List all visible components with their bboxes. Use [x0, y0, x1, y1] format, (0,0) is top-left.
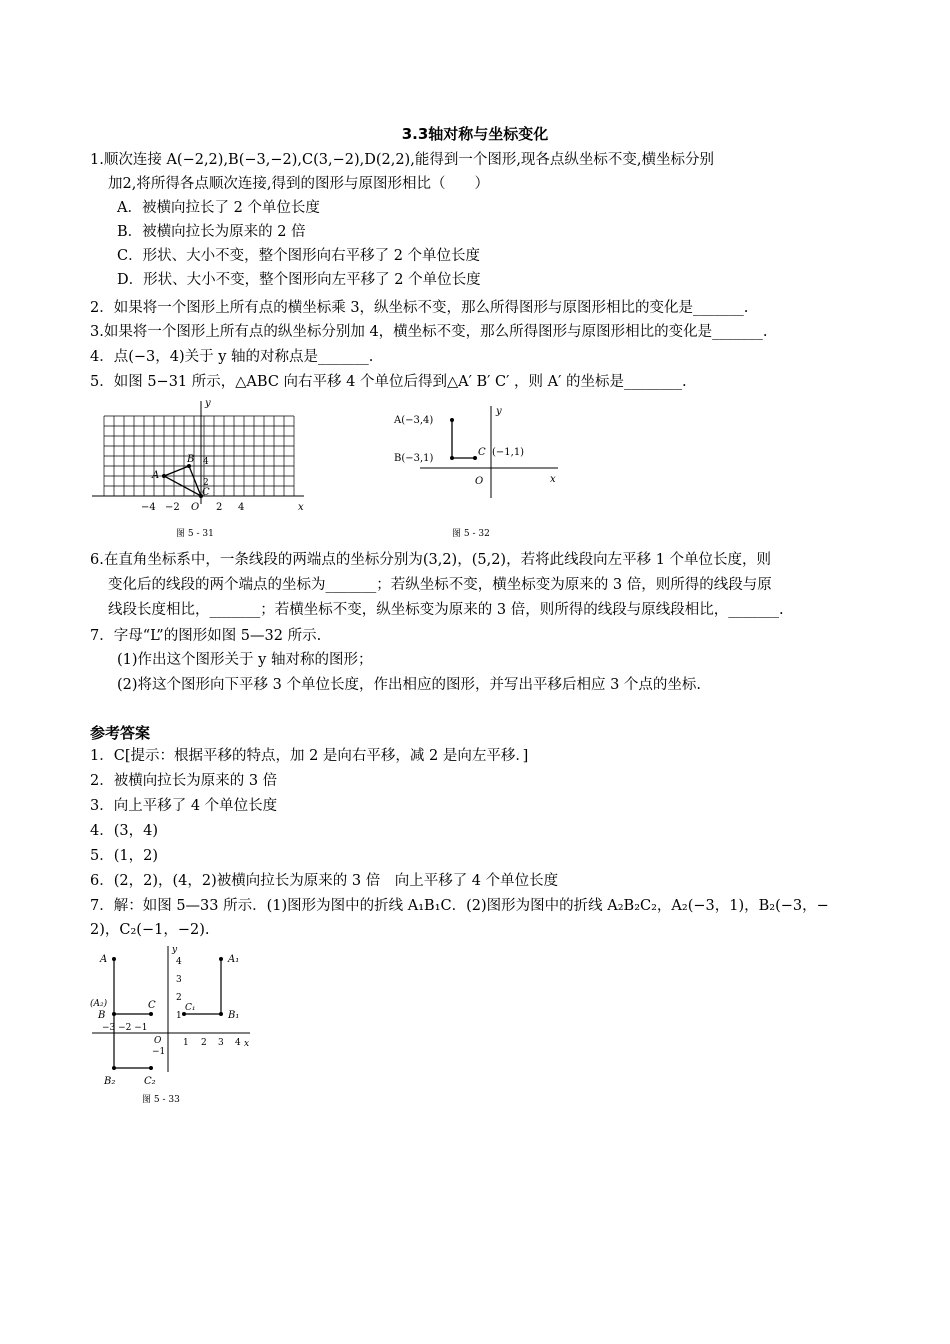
y-axis-label: y [205, 398, 211, 409]
x-tick-label: −4 [141, 502, 156, 513]
question-2: 2．如果将一个图形上所有点的横坐标乘 3，纵坐标不变，那么所得图形与原图形相比的变化是_______. [90, 300, 749, 316]
letter-l-shape [452, 420, 475, 458]
label-b1: B₁ [228, 1010, 240, 1021]
answer-1: 1．C[提示：根据平移的特点，加 2 是向右平移，减 2 是向左平移．] [90, 748, 529, 764]
point-a1 [219, 957, 223, 961]
x-tick-label: −2 [165, 502, 180, 513]
question-7-line-2: (1)作出这个图形关于 y 轴对称的图形； [117, 652, 373, 668]
answer-5: 5．(1，2) [90, 848, 158, 864]
question-1-line-2: 加2,将所得各点顺次连接,得到的图形与原图形相比（ ） [108, 176, 489, 192]
y-axis-label: y [496, 406, 502, 417]
question-7-line-1: 7．字母“L”的图形如图 5—32 所示. [90, 628, 322, 644]
label-a2: (A₂) [90, 999, 108, 1009]
page-title: 3.3轴对称与坐标变化 [401, 125, 549, 143]
y-tick-label: 3 [176, 975, 182, 985]
answer-3: 3．向上平移了 4 个单位长度 [90, 798, 278, 814]
answer-2: 2．被横向拉长为原来的 3 倍 [90, 773, 278, 789]
x-tick-label: 2 [216, 502, 223, 513]
label-b2: B₂ [104, 1076, 116, 1087]
answer-7-line-1: 7．解：如图 5—33 所示．(1)图形为图中的折线 A₁B₁C．(2)图形为图中的折线 A₂B₂C₂，A₂(−3，1)，B₂(−3，− [90, 898, 829, 914]
point-c [473, 456, 477, 460]
question-1-option-c: C．形状、大小不变，整个图形向右平移了 2 个单位长度 [117, 248, 481, 264]
figure-5-33 [88, 942, 268, 1107]
origin-label: O [475, 476, 484, 487]
point-a [450, 418, 454, 422]
figure-5-32 [390, 400, 570, 546]
figure-5-31 [88, 396, 318, 546]
label-b: B(−3,1) [394, 453, 434, 464]
origin-label: O [191, 502, 200, 513]
x-tick-labels-negative: −3 −2 −1 [102, 1023, 148, 1033]
question-6-line-2: 变化后的线段的两个端点的坐标为_______；若纵坐标不变，横坐标变为原来的 3 倍，则所得的线段与原 [108, 577, 772, 593]
question-1-option-d: D．形状、大小不变，整个图形向左平移了 2 个单位长度 [117, 272, 481, 288]
question-6-line-1: 6.在直角坐标系中，一条线段的两端点的坐标分别为(3,2)，(5,2)，若将此线段向左平移 1 个单位长度，则 [90, 552, 772, 568]
triangle-abc [164, 466, 201, 496]
point-c2 [149, 1066, 153, 1070]
question-1-option-a: A．被横向拉长了 2 个单位长度 [117, 200, 320, 216]
point-b2 [112, 1066, 116, 1070]
label-b: B [98, 1010, 106, 1021]
y-tick-label: 2 [203, 478, 209, 488]
x-axis-label: x [298, 502, 304, 513]
label-c: C [478, 447, 486, 458]
x-tick-label: 1 [183, 1038, 189, 1048]
answer-7-line-2: 2)，C₂(−1，−2). [90, 922, 210, 938]
answer-4: 4．(3，4) [90, 823, 158, 839]
answers-heading: 参考答案 [90, 724, 151, 742]
point-b [450, 456, 454, 460]
point-a [112, 957, 116, 961]
question-6-line-3: 线段长度相比，_______；若横坐标不变，纵坐标变为原来的 3 倍，则所得的线段与原线段相比，_______. [108, 602, 784, 618]
grid-lines [104, 416, 294, 496]
label-c2: C₂ [144, 1076, 156, 1087]
figure-caption: 图 5 - 32 [452, 529, 490, 539]
point-c [149, 1012, 153, 1016]
label-a1: A₁ [228, 954, 240, 965]
label-a: A [100, 954, 108, 965]
x-tick-label: 4 [238, 502, 245, 513]
question-1-line-1: 1.顺次连接 A(−2,2),B(−3,−2),C(3,−2),D(2,2),能得到一个图形,现各点纵坐标不变,横坐标分别 [90, 152, 715, 168]
label-c1: C₁ [185, 1003, 196, 1013]
x-axis-label: x [244, 1039, 250, 1049]
x-tick-label: 4 [235, 1038, 241, 1048]
original-l-shape [114, 959, 151, 1014]
point-b [112, 1012, 116, 1016]
y-tick-label: 4 [203, 457, 209, 467]
x-tick-label: 3 [218, 1038, 224, 1048]
y-tick-label: 1 [176, 1011, 182, 1021]
x-axis-label: x [550, 474, 556, 485]
label-a: A [152, 470, 160, 481]
label-c-value: (−1,1) [492, 447, 525, 458]
label-a: A(−3,4) [394, 415, 434, 426]
point-a [162, 474, 166, 478]
origin-label: O [154, 1036, 162, 1046]
y-tick-label: 2 [176, 993, 182, 1003]
label-b: B [187, 454, 195, 465]
question-5: 5．如图 5−31 所示，△ABC 向右平移 4 个单位后得到△A′ B′ C′ ，则 A′ 的坐标是________. [90, 374, 687, 390]
label-c: C [202, 487, 210, 498]
answer-6: 6．(2，2)，(4，2)被横向拉长为原来的 3 倍 向上平移了 4 个单位长度 [90, 873, 559, 889]
y-axis-label: y [172, 945, 178, 955]
figure-caption: 图 5 - 31 [176, 529, 214, 539]
question-1-option-b: B．被横向拉长为原来的 2 倍 [117, 224, 306, 240]
point-b1 [219, 1012, 223, 1016]
y-tick-label: −1 [152, 1047, 166, 1057]
question-3: 3.如果将一个图形上所有点的纵坐标分别加 4，横坐标不变，那么所得图形与原图形相比的变化是_______. [90, 324, 768, 340]
label-c: C [148, 1000, 156, 1011]
figure-caption: 图 5 - 33 [142, 1095, 180, 1105]
y-tick-label: 4 [176, 957, 182, 967]
question-7-line-3: (2)将这个图形向下平移 3 个单位长度，作出相应的图形，并写出平移后相应 3 个点的坐标. [117, 677, 702, 693]
x-tick-label: 2 [201, 1038, 207, 1048]
question-4: 4．点(−3，4)关于 y 轴的对称点是_______. [90, 349, 374, 365]
